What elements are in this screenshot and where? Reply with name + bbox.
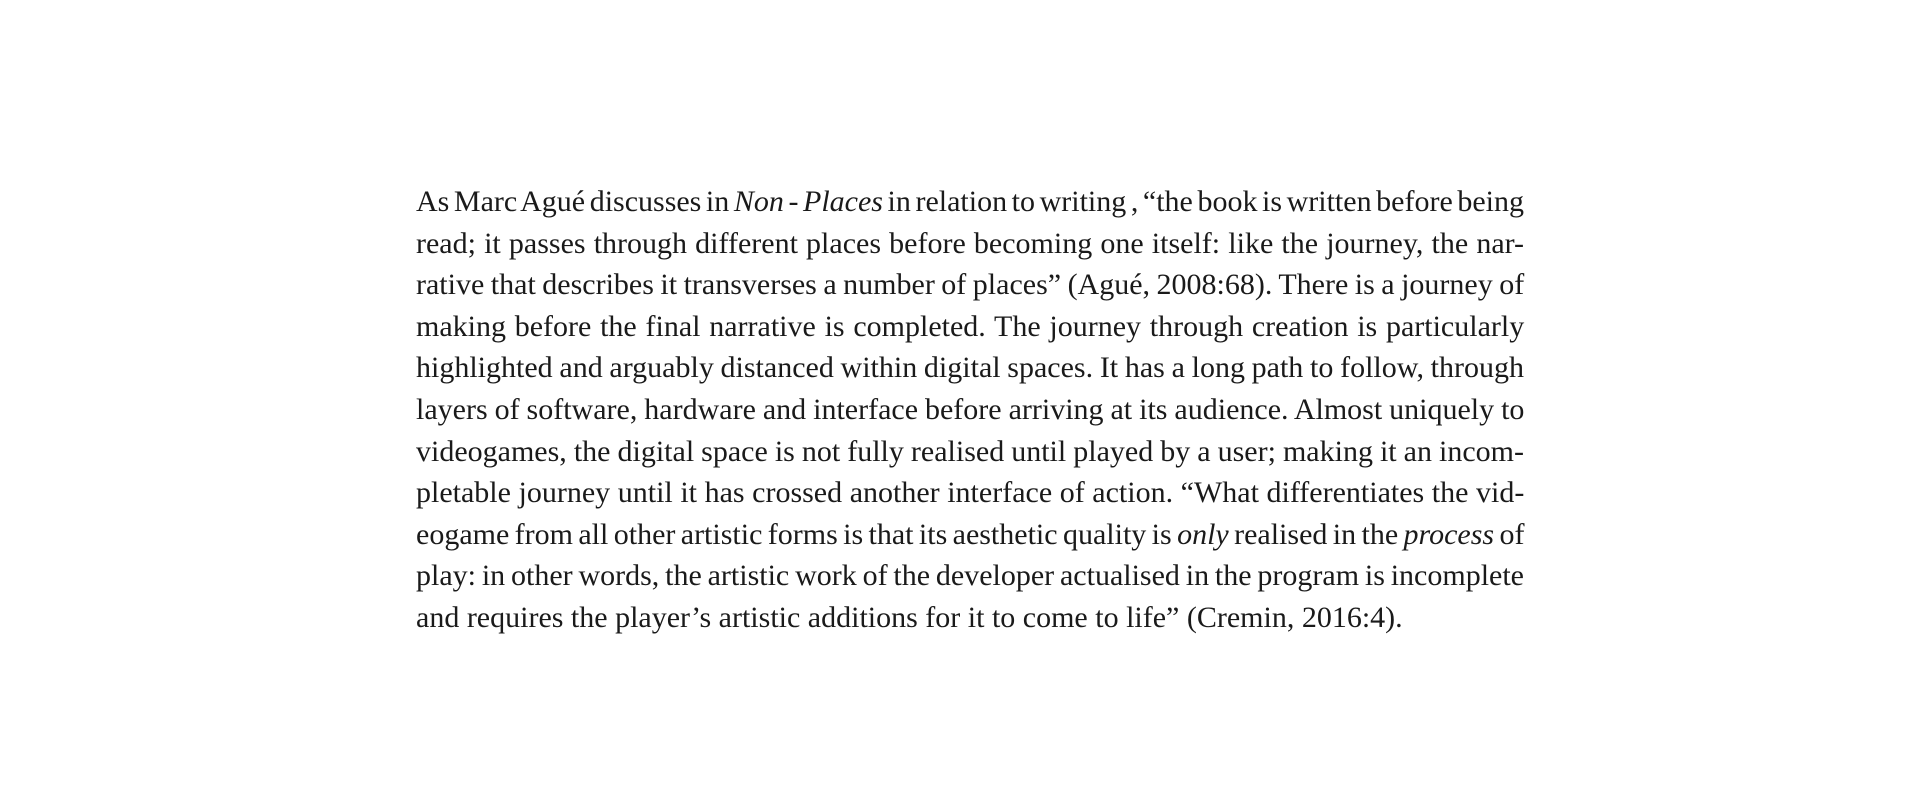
paragraph-line-1 — [416, 181, 1524, 223]
line-text: videogames, the digital space is not fully realised until played by a user; making it an incom- — [416, 434, 1524, 468]
italic-title: Non - Places — [733, 185, 883, 218]
paragraph-line-2 — [416, 223, 1524, 265]
paragraph-line-6 — [416, 389, 1524, 431]
line-text: realised in the — [1228, 517, 1404, 551]
body-paragraph — [416, 181, 1524, 639]
paragraph-line-7 — [416, 431, 1524, 473]
paragraph-line-10 — [416, 555, 1524, 597]
paragraph-line-11 — [416, 597, 1524, 639]
line-text: pletable journey until it has crossed another interface of action. “What differentiates the vid- — [416, 476, 1525, 510]
line-text: As Marc Agué discusses in — [416, 185, 734, 218]
line-text: layers of software, hardware and interface before arriving at its audience. Almost uniquely to — [416, 392, 1525, 426]
paragraph-line-8 — [416, 472, 1524, 514]
italic-emphasis: process — [1403, 517, 1495, 551]
paragraph-line-5 — [416, 347, 1524, 389]
line-text: read; it passes through different places before becoming one itself: like the journey, the nar- — [416, 226, 1525, 260]
line-text: eogame from all other artistic forms is that its aesthetic quality is — [416, 517, 1178, 551]
line-text: in relation to writing , “the book is written before being — [882, 185, 1525, 218]
line-text: making before the final narrative is completed. The journey through creation is particularly — [416, 309, 1525, 343]
line-text: play: in other words, the artistic work of the developer actualised in the program is incomplete — [416, 559, 1524, 593]
line-text: and requires the player’s artistic additions for it to come to life” (Cremin, 2016:4). — [416, 600, 1403, 634]
line-text: highlighted and arguably distanced within digital spaces. It has a long path to follow, through — [416, 351, 1524, 385]
paragraph-line-3 — [416, 264, 1524, 306]
line-text: of — [1494, 517, 1525, 551]
italic-emphasis: only — [1177, 517, 1229, 551]
paragraph-line-9 — [416, 514, 1524, 556]
line-text: rative that describes it transverses a number of places” (Agué, 2008:68). There is a journey of — [416, 268, 1525, 302]
paragraph-line-4 — [416, 306, 1524, 348]
